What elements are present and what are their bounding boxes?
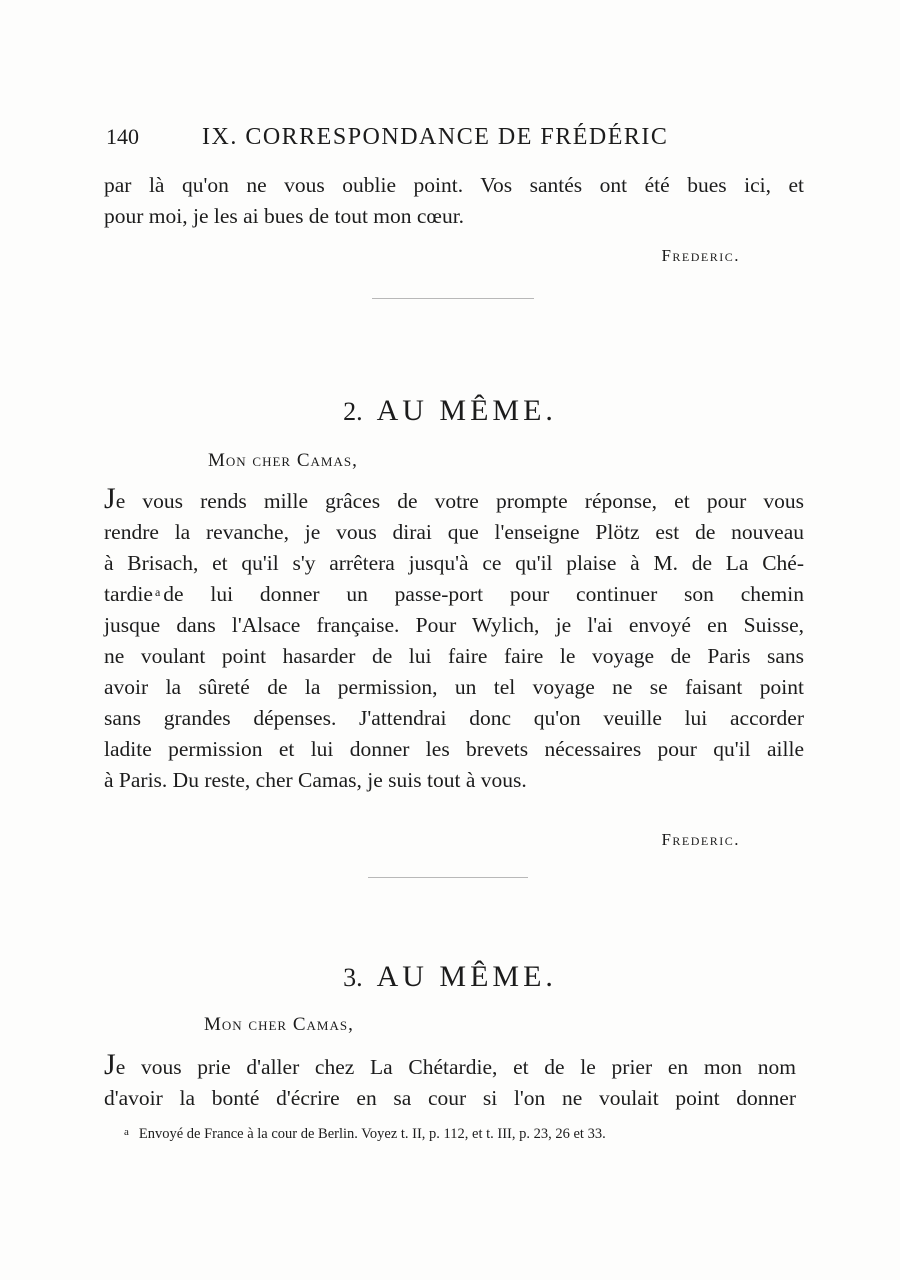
text-line: d'avoir la bonté d'écrire en sa cour si l'on ne voulait point donner [104,1086,796,1110]
text-line: ladite permission et lui donner les brevets nécessaires pour qu'il aille [104,737,804,761]
letter2-number: 2. [343,397,363,426]
footnote-mark: a [124,1126,129,1138]
running-title: IX. CORRESPONDANCE DE FRÉDÉRIC [202,124,669,150]
letter2-body [104,482,804,796]
drop-letter: J [104,1048,116,1081]
text-line: pour moi, je les ai bues de tout mon cœur. [104,204,465,228]
section-divider [372,298,534,299]
footnote-reference[interactable]: a [154,585,161,599]
line-text: e vous rends mille grâces de votre prompte réponse, et pour vous [115,489,804,513]
letter2-heading [0,394,900,428]
letter2-title: AU MÊME. [376,394,557,427]
text-line [104,579,804,610]
text-line: jusque dans l'Alsace française. Pour Wylich, je l'ai envoyé en Suisse, [104,613,804,637]
text-line: sans grandes dépenses. J'attendrai donc qu'on veuille lui accorder [104,706,804,730]
line-text: e vous prie d'aller chez La Chétardie, et de le prier en mon nom [115,1055,796,1079]
letter3-heading [0,960,900,994]
line-text: de lui donner un passe-port pour continuer son chemin [163,582,804,606]
drop-letter: J [104,482,116,515]
text-line [104,1048,796,1083]
letter3-number: 3. [343,963,363,992]
text-line: à Paris. Du reste, cher Camas, je suis tout à vous. [104,768,527,792]
text-line: avoir la sûreté de la permission, un tel voyage ne se faisant point [104,675,804,699]
text-line: par là qu'on ne vous oublie point. Vos santés ont été bues ici, et [104,173,804,197]
footnote [124,1126,784,1143]
text-line [104,482,804,517]
page-number: 140 [106,124,139,149]
text-line: rendre la revanche, je vous dirai que l'enseigne Plötz est de nouveau [104,520,804,544]
letter1-signature: Frederic. [661,246,740,265]
letter3-salutation: Mon cher Camas, [204,1014,354,1035]
letter3-title: AU MÊME. [376,960,557,993]
footnote-text: Envoyé de France à la cour de Berlin. Voyez t. II, p. 112, et t. III, p. 23, 26 et 33. [138,1126,606,1142]
text-line: à Brisach, et qu'il s'y arrêtera jusqu'à ce qu'il plaise à M. de La Ché- [104,551,804,575]
letter1-body [104,170,804,232]
line-text: tardie [104,582,153,606]
letter2-signature: Frederic. [661,830,740,849]
text-line: ne voulant point hasarder de lui faire faire le voyage de Paris sans [104,644,804,668]
letter3-body [104,1048,796,1114]
section-divider [368,877,528,878]
letter2-salutation: Mon cher Camas, [208,450,358,471]
running-header [106,124,706,151]
